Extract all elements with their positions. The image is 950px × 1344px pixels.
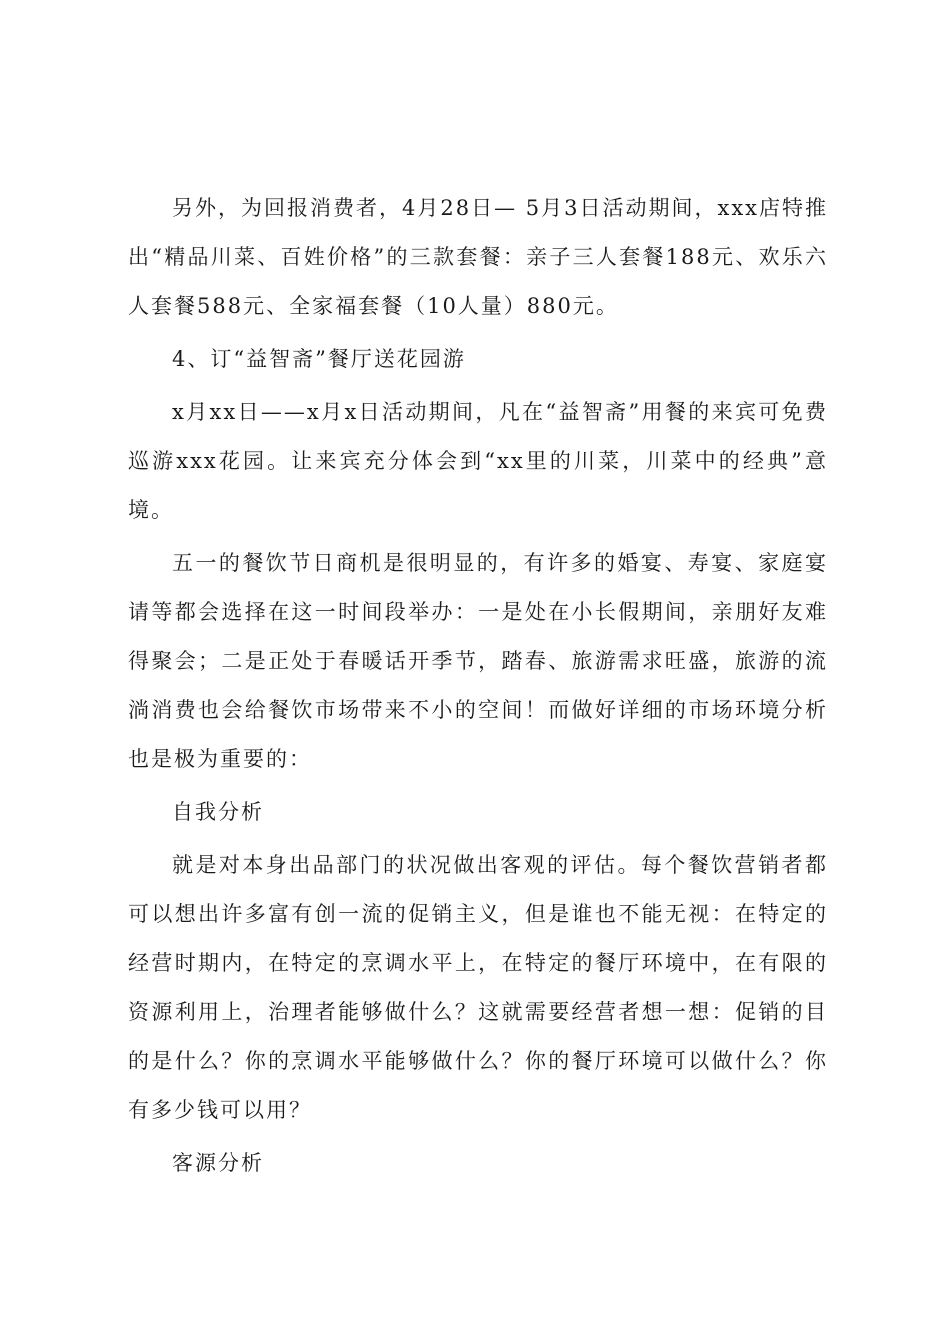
section-heading-customer-analysis: 客源分析 xyxy=(172,1151,264,1175)
paragraph-self-analysis: 就是对本身出品部门的状况做出客观的评估。每个餐饮营销者都可以想出许多富有创一流的促销主义，但是谁也不能无视：在特定的经营时期内，在特定的烹调水平上，在特定的餐厅环境中，在有限的资源利用上，治理者能够做什么？这就需要经营者想一想：促销的目的是什么？你的烹调水平能够做什么？你的餐厅环境可以做什么？你有多少钱可以用？ xyxy=(128,853,828,1122)
document-body xyxy=(128,184,828,1192)
section-heading-garden-tour: 4、订“益智斋”餐厅送花园游 xyxy=(172,347,466,371)
paragraph-market-opportunity: 五一的餐饮节日商机是很明显的，有许多的婚宴、寿宴、家庭宴请等都会选择在这一时间段举办：一是处在小长假期间，亲朋好友难得聚会；二是正处于春暖话开季节，踏春、旅游需求旺盛，旅游的流淌消费也会给餐饮市场带来不小的空间！而做好详细的市场环境分析也是极为重要的： xyxy=(128,551,828,771)
paragraph-promotion-packages: 另外，为回报消费者，4月28日— 5月3日活动期间，xxx店特推出“精品川菜、百姓价格”的三款套餐：亲子三人套餐188元、欢乐六人套餐588元、全家福套餐（10人量）880元。 xyxy=(128,196,829,318)
paragraph-garden-tour: x月xx日——x月x日活动期间，凡在“益智斋”用餐的来宾可免费巡游xxx花园。让来宾充分体会到“xx里的川菜，川菜中的经典”意境。 xyxy=(128,400,828,522)
section-heading-self-analysis: 自我分析 xyxy=(172,800,264,824)
